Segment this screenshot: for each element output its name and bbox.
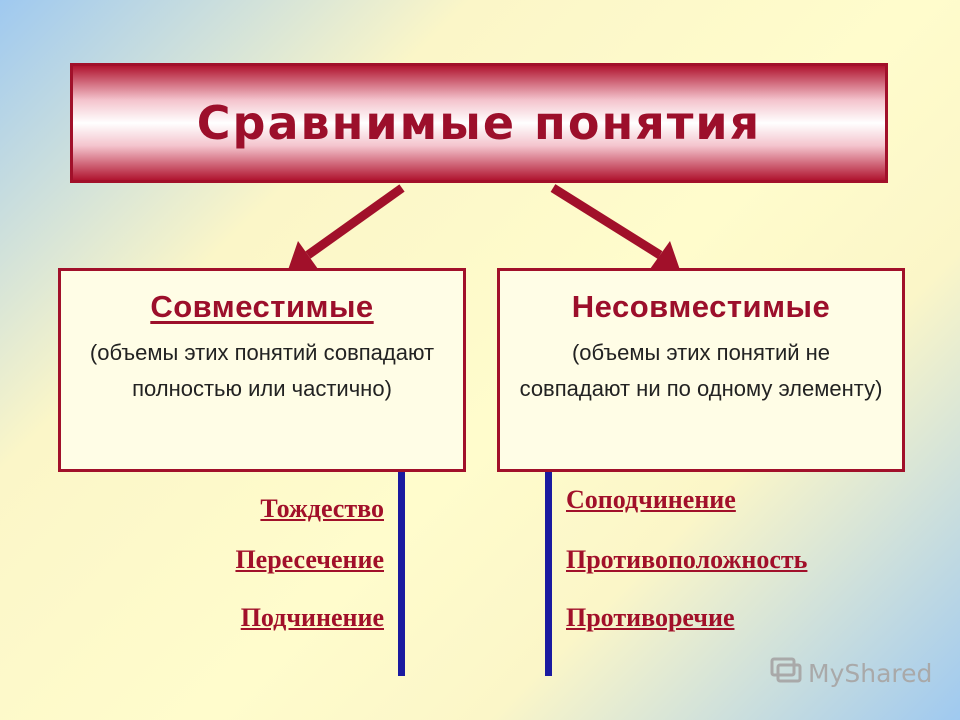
diagram-title: Сравнимые понятия — [196, 96, 762, 150]
left-vertical-line — [398, 472, 405, 676]
watermark — [770, 655, 932, 691]
watermark-logo-icon — [770, 656, 802, 690]
link-contradiction[interactable]: Противоречие — [566, 603, 735, 632]
arrow-to-right — [553, 188, 680, 270]
link-opposition[interactable]: Противоположность — [566, 545, 808, 574]
compatible-heading[interactable]: Совместимые — [150, 289, 374, 324]
link-intersection[interactable]: Пересечение — [235, 545, 384, 574]
incompatible-description: (объемы этих понятий не совпадают ни по одному элементу) — [519, 340, 883, 401]
link-identity[interactable]: Тождество — [260, 494, 384, 523]
link-coordination[interactable]: Соподчинение — [566, 485, 736, 514]
incompatible-box — [497, 268, 905, 472]
compatible-box — [58, 268, 466, 472]
compatible-description: (объемы этих понятий совпадают полностью или частично) — [89, 340, 435, 401]
right-vertical-line — [545, 472, 552, 676]
watermark-text: MyShared — [808, 658, 933, 688]
link-subordination[interactable]: Подчинение — [240, 603, 384, 632]
incompatible-heading: Несовместимые — [571, 289, 831, 324]
arrow-to-left — [288, 188, 402, 270]
